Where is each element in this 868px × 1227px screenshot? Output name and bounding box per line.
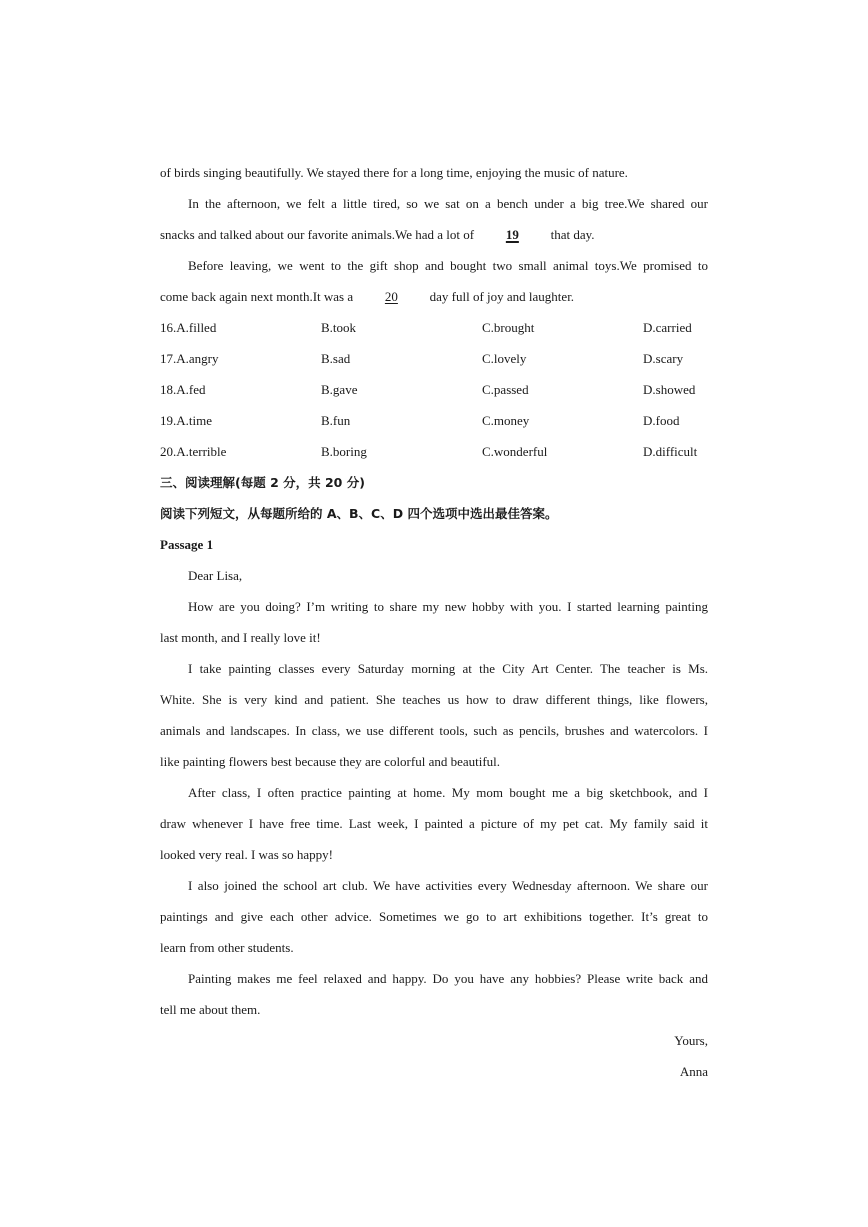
options-row-18	[160, 374, 708, 405]
option-a: 16.A.filled	[160, 320, 217, 335]
paragraph-1-line: How are you doing? I’m writing to share my new hobby with you. I started learning painting	[188, 599, 708, 614]
cloze-line-4: Before leaving, we went to the gift shop and bought two small animal toys.We promised to	[188, 258, 708, 273]
paragraph-4-line: paintings and give each other advice. Sometimes we go to art exhibitions together. It’s great to	[160, 909, 708, 924]
cloze-line-2: In the afternoon, we felt a little tired, so we sat on a bench under a big tree.We shared our	[188, 196, 708, 211]
option-b: B.took	[321, 320, 357, 335]
option-c: C.brought	[482, 320, 535, 335]
blank-20: 20	[384, 289, 398, 304]
option-d: D.food	[643, 413, 680, 428]
cloze-line-1: of birds singing beautifully. We stayed there for a long time, enjoying the music of nature.	[160, 165, 628, 180]
options-row-20	[160, 436, 708, 467]
paragraph-3-line: looked very real. I was so happy!	[160, 847, 333, 862]
paragraph-4-line: learn from other students.	[160, 940, 294, 955]
cloze-text: that day.	[550, 227, 595, 242]
cloze-line-3	[160, 219, 708, 250]
option-b: B.fun	[321, 413, 351, 428]
paragraph-1-line: last month, and I really love it!	[160, 630, 321, 645]
option-d: D.showed	[643, 382, 696, 397]
paragraph-3-line: draw whenever I have free time. Last week, I painted a picture of my pet cat. My family said it	[160, 816, 708, 831]
option-b: B.boring	[321, 444, 367, 459]
options-row-16	[160, 312, 708, 343]
option-c: C.money	[482, 413, 530, 428]
section-heading: 三、阅读理解(每题 2 分，共 20 分)	[160, 475, 365, 490]
option-a: 20.A.terrible	[160, 444, 227, 459]
paragraph-4-line: I also joined the school art club. We have activities every Wednesday afternoon. We share our	[188, 878, 708, 893]
option-a: 19.A.time	[160, 413, 212, 428]
option-a: 17.A.angry	[160, 351, 219, 366]
option-d: D.scary	[643, 351, 684, 366]
letter-salutation: Dear Lisa,	[188, 568, 243, 583]
option-a: 18.A.fed	[160, 382, 206, 397]
paragraph-5-line: tell me about them.	[160, 1002, 261, 1017]
document-page	[160, 157, 708, 1087]
option-d: D.difficult	[643, 444, 698, 459]
option-c: C.wonderful	[482, 444, 548, 459]
cloze-text: come back again next month.It was a	[160, 289, 354, 304]
section-instruction: 阅读下列短文，从每题所给的 A、B、C、D 四个选项中选出最佳答案。	[160, 506, 558, 521]
letter-closing: Yours,	[674, 1033, 708, 1048]
option-c: C.lovely	[482, 351, 527, 366]
paragraph-5-line: Painting makes me feel relaxed and happy. Do you have any hobbies? Please write back and	[188, 971, 708, 986]
option-b: B.gave	[321, 382, 358, 397]
option-b: B.sad	[321, 351, 351, 366]
letter-signature: Anna	[679, 1064, 708, 1079]
options-row-19	[160, 405, 708, 436]
passage-title: Passage 1	[160, 537, 214, 552]
cloze-text: day full of joy and laughter.	[429, 289, 575, 304]
paragraph-2-line: animals and landscapes. In class, we use different tools, such as pencils, brushes and watercolors. I	[160, 723, 708, 738]
cloze-line-5	[160, 281, 708, 312]
cloze-text: snacks and talked about our favorite animals.We had a lot of	[160, 227, 475, 242]
paragraph-2-line: like painting flowers best because they are colorful and beautiful.	[160, 754, 501, 769]
option-c: C.passed	[482, 382, 529, 397]
options-row-17	[160, 343, 708, 374]
paragraph-2-line: White. She is very kind and patient. She teaches us how to draw different things, like flowers,	[160, 692, 708, 707]
option-d: D.carried	[643, 320, 692, 335]
paragraph-3-line: After class, I often practice painting at home. My mom bought me a big sketchbook, and I	[188, 785, 708, 800]
paragraph-2-line: I take painting classes every Saturday morning at the City Art Center. The teacher is Ms.	[188, 661, 708, 676]
blank-19: 19	[505, 227, 519, 242]
